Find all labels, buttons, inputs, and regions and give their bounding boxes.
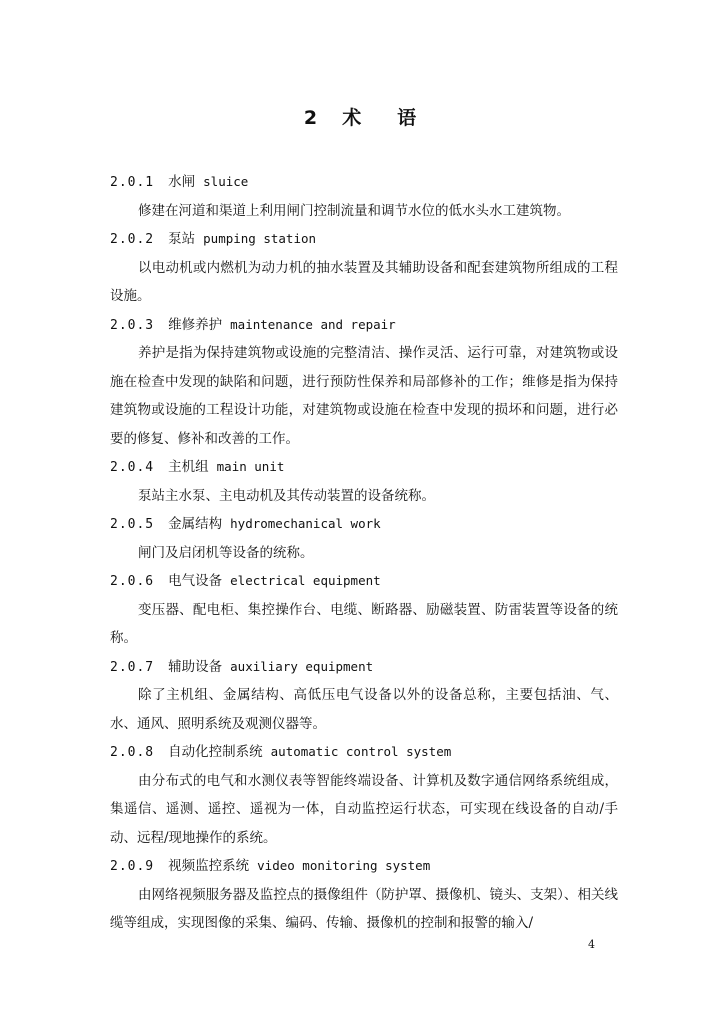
term-chinese: 维修养护 <box>168 316 223 333</box>
terms-list <box>110 168 618 938</box>
term-heading <box>110 311 618 340</box>
term-chinese: 金属结构 <box>168 516 223 532</box>
term-heading <box>110 567 618 596</box>
term-number: 2.0.2 <box>110 232 155 247</box>
term-definition: 由分布式的电气和水测仪表等智能终端设备、计算机及数字通信网络系统组成，集遥信、遥测、遥控、遥视为一体，自动监控运行状态，可实现在线设备的自动/手动、远程/现地操作的系统。 <box>110 772 618 846</box>
term-definition: 养护是指为保持建筑物或设施的完整清洁、操作灵活、运行可靠，对建筑物或设施在检查中发现的缺陷和问题，进行预防性保养和局部修补的工作；维修是指为保持建筑物或设施的工程设计功能，对建筑物或设施在检查中发现的损坏和问题，进行必要的修复、修补和改善的工作。 <box>110 345 618 447</box>
term-number: 2.0.9 <box>110 859 155 874</box>
term-heading <box>110 453 618 482</box>
term-english: video monitoring system <box>257 858 431 873</box>
term-chinese: 自动化控制系统 <box>168 744 263 760</box>
term-definition: 闸门及启闭机等设备的统称。 <box>138 544 314 561</box>
term-definition: 除了主机组、金属结构、高低压电气设备以外的设备总称，主要包括油、气、水、通风、照明系统及观测仪器等。 <box>110 687 618 732</box>
term-definition: 以电动机或内燃机为动力机的抽水装置及其辅助设备和配套建筑物所组成的工程设施。 <box>110 259 618 304</box>
term-chinese: 主机组 <box>168 459 209 475</box>
term-heading <box>110 510 618 539</box>
term-number: 2.0.1 <box>110 175 155 190</box>
term-chinese: 辅助设备 <box>168 658 223 675</box>
term-number: 2.0.4 <box>110 460 155 475</box>
term-chinese: 水闸 <box>168 174 196 190</box>
term-english: main unit <box>216 459 285 474</box>
term-number: 2.0.8 <box>110 745 155 760</box>
term-heading <box>110 738 618 767</box>
term-heading <box>110 168 618 197</box>
term-english: electrical equipment <box>230 573 381 588</box>
page-number: 4 <box>588 938 595 951</box>
term-definition: 变压器、配电柜、集控操作台、电缆、断路器、励磁装置、防雷装置等设备的统称。 <box>110 601 618 646</box>
term-definition: 泵站主水泵、主电动机及其传动装置的设备统称。 <box>138 487 435 504</box>
term-number: 2.0.5 <box>110 517 155 532</box>
term-chinese: 电气设备 <box>168 573 223 589</box>
term-number: 2.0.3 <box>110 317 155 333</box>
term-number: 2.0.7 <box>110 659 155 675</box>
term-english: hydromechanical work <box>230 516 381 531</box>
term-definition: 修建在河道和渠道上利用闸门控制流量和调节水位的低水头水工建筑物。 <box>138 202 570 219</box>
term-chinese: 泵站 <box>168 231 196 247</box>
term-heading <box>110 225 618 254</box>
chapter-title: 2 术 语 <box>303 107 421 129</box>
term-heading <box>110 852 618 881</box>
term-english: auxiliary equipment <box>230 658 374 674</box>
term-english: automatic control system <box>270 744 452 759</box>
term-number: 2.0.6 <box>110 574 155 589</box>
term-chinese: 视频监控系统 <box>168 858 250 874</box>
term-definition: 由网络视频服务器及监控点的摄像组件（防护罩、摄像机、镜头、支架）、相关线缆等组成，实现图像的采集、编码、传输、摄像机的控制和报警的输入/ <box>110 886 618 931</box>
term-english: sluice <box>203 174 249 189</box>
term-english: maintenance and repair <box>230 316 396 332</box>
term-english: pumping station <box>203 231 317 246</box>
term-heading <box>110 653 618 682</box>
